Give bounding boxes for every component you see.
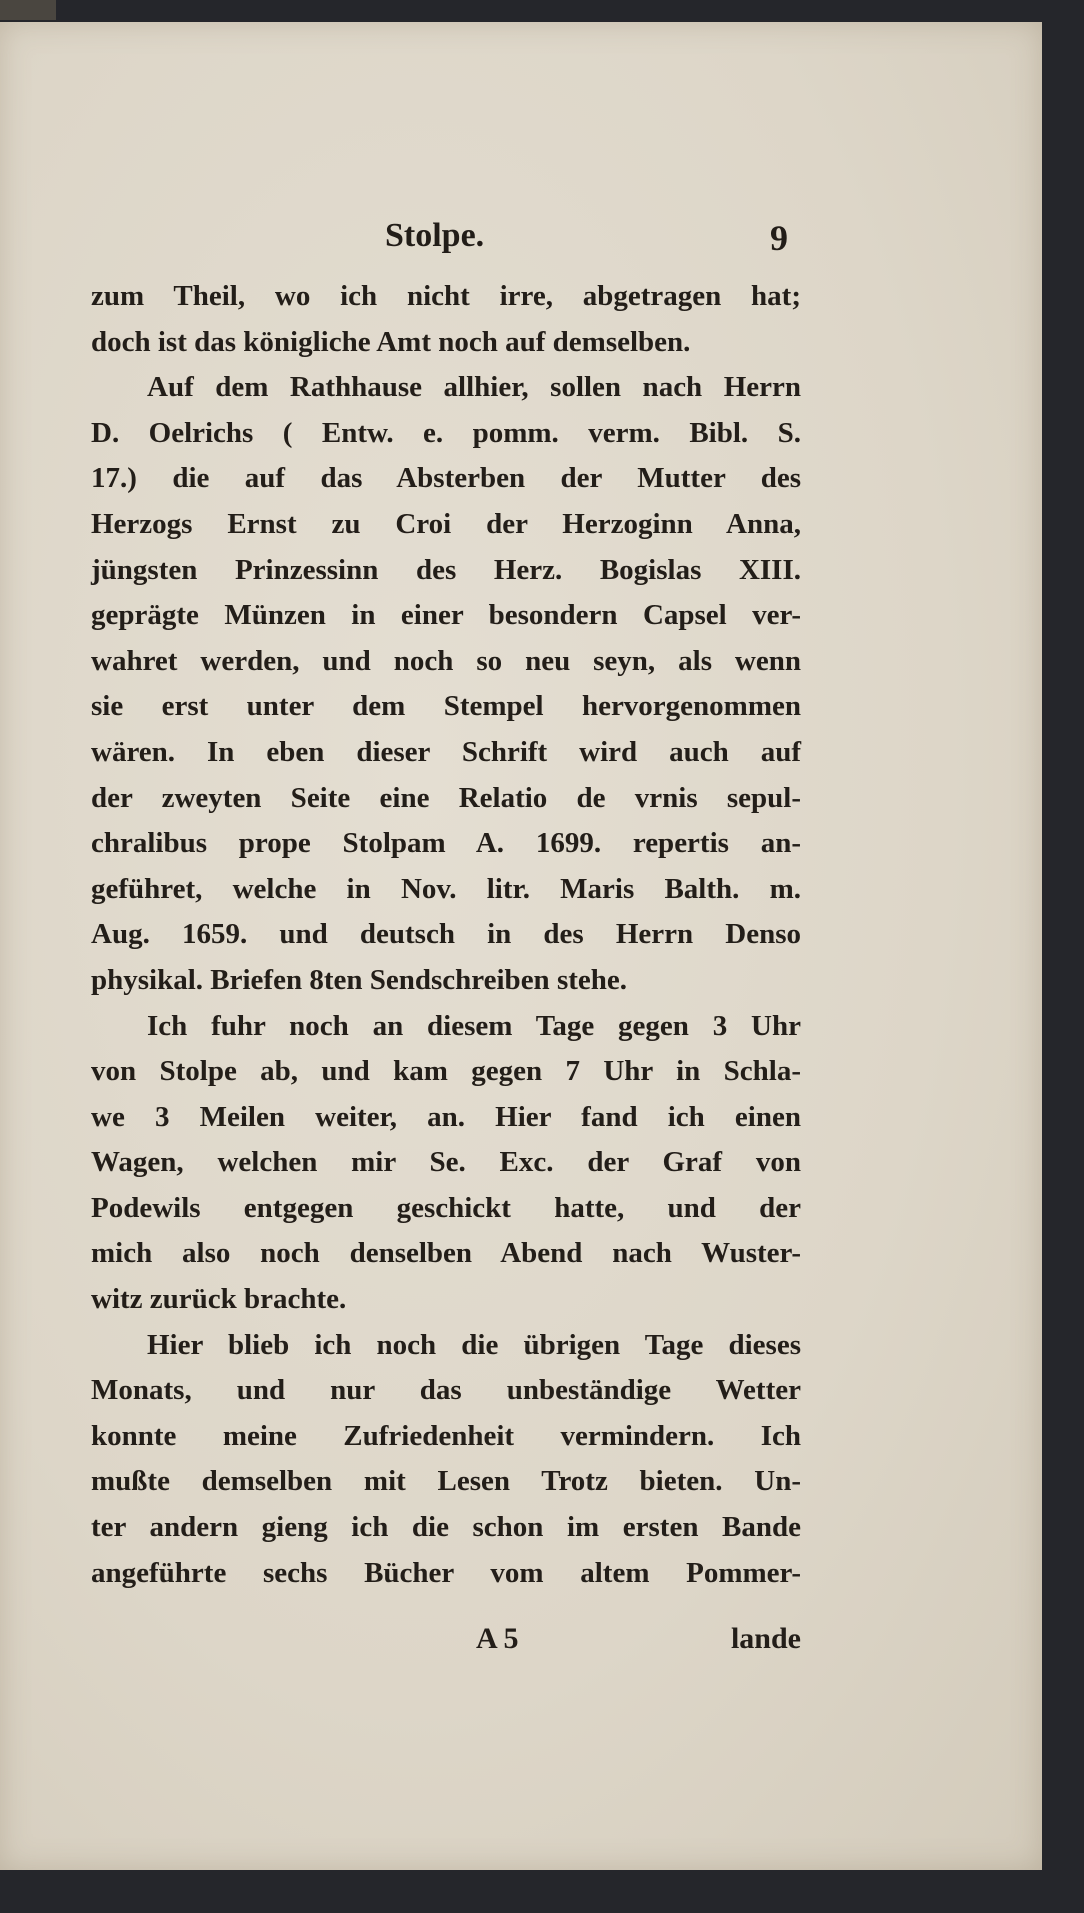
text-line: D. Oelrichs ( Entw. e. pomm. verm. Bibl. S. — [91, 416, 801, 449]
text-line: konnte meine Zufriedenheit vermindern. Ich — [91, 1419, 801, 1452]
running-title: Stolpe. — [385, 217, 485, 254]
text-line: physikal. Briefen 8ten Sendschreiben stehe. — [91, 963, 628, 996]
text-line: wahret werden, und noch so neu seyn, als wenn — [91, 644, 801, 677]
text-line: von Stolpe ab, und kam gegen 7 Uhr in Schla- — [91, 1055, 801, 1088]
text-line: we 3 Meilen weiter, an. Hier fand ich einen — [91, 1100, 801, 1133]
scan-edge-tab — [0, 0, 56, 20]
body-text — [91, 274, 801, 1596]
text-line: Wagen, welchen mir Se. Exc. der Graf von — [91, 1146, 801, 1179]
text-line: Auf dem Rathhause allhier, sollen nach Herrn — [147, 371, 801, 404]
text-line: mußte demselben mit Lesen Trotz bieten. Un- — [91, 1465, 801, 1498]
text-line: jüngsten Prinzessinn des Herz. Bogislas XIII. — [91, 553, 801, 586]
text-line: mich also noch denselben Abend nach Wuster- — [91, 1237, 801, 1270]
text-line: Hier blieb ich noch die übrigen Tage dieses — [147, 1328, 801, 1361]
book-page — [0, 22, 1042, 1870]
text-line: der zweyten Seite eine Relatio de vrnis sepul- — [91, 781, 801, 814]
text-line: Podewils entgegen geschickt hatte, und der — [91, 1191, 801, 1224]
text-line: Ich fuhr noch an diesem Tage gegen 3 Uhr — [147, 1009, 801, 1042]
text-line: zum Theil, wo ich nicht irre, abgetragen hat; — [91, 280, 801, 312]
text-line: sie erst unter dem Stempel hervorgenommen — [91, 690, 801, 723]
text-line: geprägte Münzen in einer besondern Capsel ver- — [91, 599, 801, 632]
text-line: geführet, welche in Nov. litr. Maris Balth. m. — [91, 872, 801, 905]
text-line: witz zurück brachte. — [91, 1283, 347, 1316]
page-footer — [91, 1622, 801, 1668]
text-line: 17.) die auf das Absterben der Mutter des — [91, 462, 801, 495]
running-head — [0, 217, 1042, 257]
page-number: 9 — [770, 218, 788, 258]
text-line: Herzogs Ernst zu Croi der Herzoginn Anna, — [91, 507, 801, 540]
text-line: angeführte sechs Bücher vom altem Pommer- — [91, 1556, 801, 1589]
text-line: ter andern gieng ich die schon im ersten Bande — [91, 1511, 801, 1544]
text-line: chralibus prope Stolpam A. 1699. repertis an- — [91, 827, 801, 860]
text-line: doch ist das königliche Amt noch auf demselben. — [91, 325, 691, 358]
catchword: lande — [730, 1622, 801, 1655]
signature-mark: A 5 — [476, 1622, 519, 1655]
text-line: wären. In eben dieser Schrift wird auch auf — [91, 735, 801, 768]
text-line: Monats, und nur das unbeständige Wetter — [91, 1374, 801, 1407]
text-line: Aug. 1659. und deutsch in des Herrn Denso — [91, 918, 801, 951]
